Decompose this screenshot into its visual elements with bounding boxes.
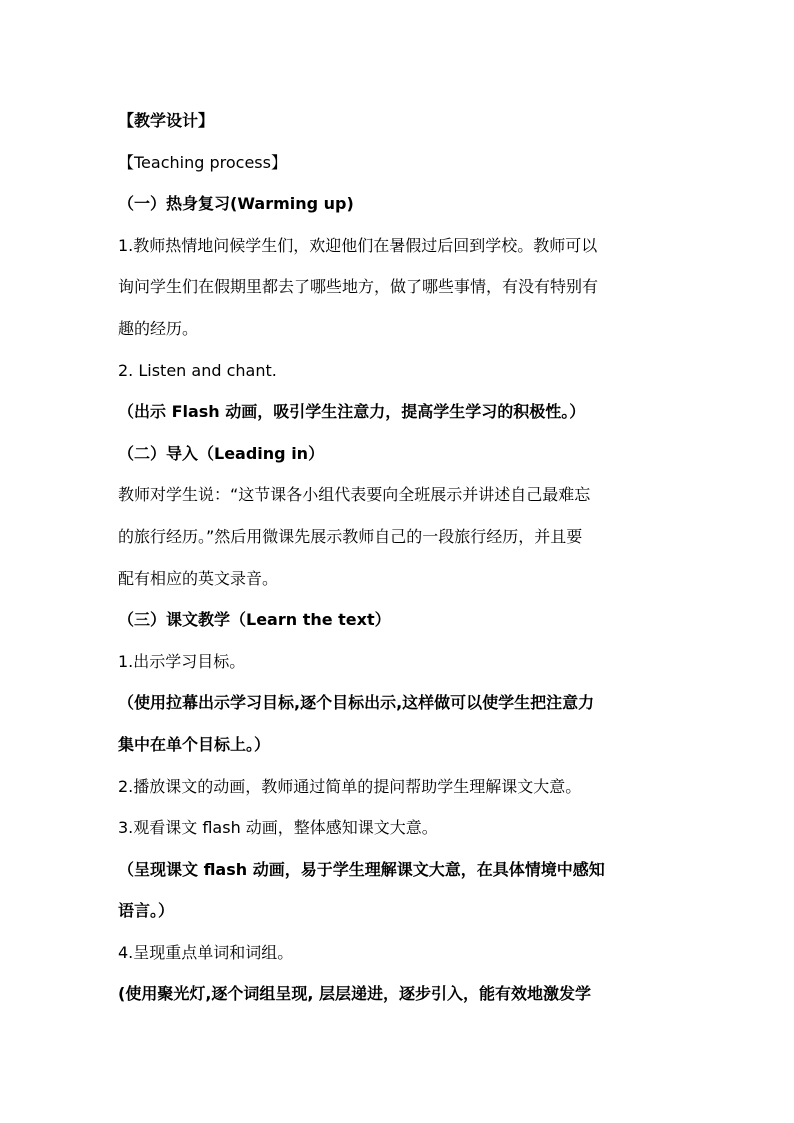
paragraph-line: 询问学生们在假期里都去了哪些地方，做了哪些事情，有没有特别有 — [118, 277, 599, 297]
paragraph-line: 趣的经历。 — [118, 318, 199, 338]
paragraph-line: 2.播放课文的动画，教师通过简单的提问帮助学生理解课文大意。 — [118, 776, 582, 796]
paragraph-line: 的旅行经历。”然后用微课先展示教师自己的一段旅行经历，并且要 — [118, 526, 583, 546]
paragraph-line: 1.教师热情地问候学生们，欢迎他们在暑假过后回到学校。教师可以 — [118, 235, 598, 255]
annotation-line: 语言。） — [118, 901, 175, 921]
step-heading-warming-up: （一）热身复习(Warming up) — [118, 194, 354, 214]
paragraph-line: 2. Listen and chant. — [118, 360, 277, 380]
paragraph-line: 4.呈现重点单词和词组。 — [118, 942, 294, 962]
paragraph-line: 1.出示学习目标。 — [118, 651, 246, 671]
annotation-line: （使用拉幕出示学习目标,逐个目标出示,这样做可以使学生把注意力 — [118, 693, 595, 713]
annotation-line: 集中在单个目标上。） — [118, 734, 271, 754]
annotation-line: （呈现课文 flash 动画，易于学生理解课文大意，在具体情境中感知 — [118, 859, 605, 879]
paragraph-line: 配有相应的英文录音。 — [118, 568, 279, 588]
paragraph-line: 3.观看课文 flash 动画，整体感知课文大意。 — [118, 818, 438, 838]
paragraph-line: 教师对学生说：“这节课各小组代表要向全班展示并讲述自己最难忘 — [118, 485, 591, 505]
step-heading-leading-in: （二）导入（Leading in） — [118, 443, 325, 463]
annotation-line: （出示 Flash 动画，吸引学生注意力，提高学生学习的积极性。） — [118, 402, 586, 422]
step-heading-learn-the-text: （三）课文教学（Learn the text） — [118, 610, 391, 630]
section-heading-teaching-design: 【教学设计】 — [118, 111, 215, 130]
annotation-line: (使用聚光灯,逐个词组呈现, 层层递进，逐步引入，能有效地激发学 — [118, 984, 592, 1004]
section-heading-teaching-process: 【Teaching process】 — [118, 152, 287, 172]
document-page — [118, 100, 678, 1015]
